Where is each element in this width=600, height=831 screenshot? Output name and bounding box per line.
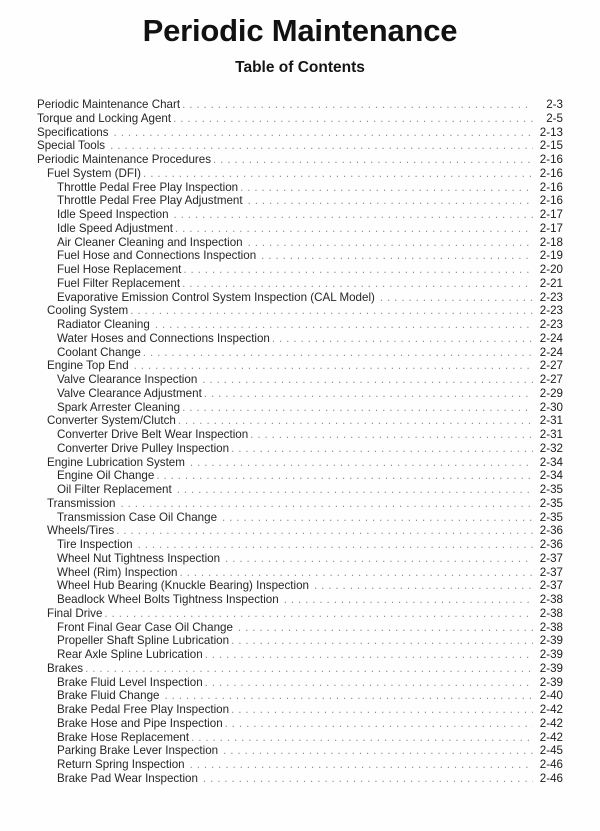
toc-dot-leader: [121, 497, 533, 511]
toc-dot-leader: [225, 717, 533, 731]
toc-entry-label: Special Tools: [37, 139, 106, 153]
toc-entry[interactable]: [0, 194, 600, 208]
toc-entry-page-number: 2-19: [539, 249, 563, 263]
toc-entry[interactable]: [0, 566, 600, 580]
toc-dot-leader: [116, 524, 533, 538]
toc-dot-leader: [204, 387, 533, 401]
toc-entry-label: Cooling System: [47, 304, 129, 318]
table-of-contents: [0, 98, 600, 786]
toc-entry[interactable]: [0, 346, 600, 360]
toc-entry-label: Tire Inspection: [57, 538, 133, 551]
toc-entry-label: Idle Speed Inspection: [57, 208, 169, 221]
toc-entry[interactable]: [0, 758, 600, 772]
toc-dot-leader: [190, 456, 533, 470]
toc-entry-label: Spark Arrester Cleaning: [57, 400, 181, 414]
toc-entry[interactable]: [0, 387, 600, 401]
toc-dot-leader: [231, 703, 533, 717]
toc-entry-label: Throttle Pedal Free Play Adjustment: [57, 194, 243, 208]
toc-entry-page-number: 2-42: [539, 716, 563, 730]
toc-entry[interactable]: [0, 236, 600, 250]
toc-dot-leader: [164, 689, 533, 703]
toc-dot-leader: [205, 676, 533, 690]
toc-entry[interactable]: [0, 291, 600, 305]
toc-entry[interactable]: [0, 676, 600, 690]
toc-dot-leader: [143, 167, 533, 181]
toc-dot-leader: [143, 346, 533, 360]
toc-entry-page-number: 2-18: [539, 235, 563, 249]
toc-entry[interactable]: [0, 126, 600, 140]
toc-entry-label: Front Final Gear Case Oil Change: [57, 620, 233, 634]
toc-entry-label: Brake Fluid Level Inspection: [57, 675, 203, 689]
toc-dot-leader: [284, 593, 533, 607]
toc-dot-leader: [231, 442, 533, 456]
toc-entry-label: Fuel Hose Replacement: [57, 263, 182, 276]
toc-entry-page-number: 2-39: [539, 661, 563, 675]
toc-entry-label: Brake Hose Replacement: [57, 730, 190, 744]
toc-entry[interactable]: [0, 621, 600, 635]
toc-entry-page-number: 2-31: [539, 414, 563, 428]
toc-entry[interactable]: [0, 153, 600, 167]
toc-entry-page-number: 2-39: [539, 648, 563, 661]
toc-dot-leader: [182, 98, 533, 112]
toc-entry-label: Brake Fluid Change: [57, 689, 160, 703]
toc-dot-leader: [225, 552, 533, 566]
toc-entry-page-number: 2-3: [546, 98, 563, 111]
toc-entry-label: Return Spring Inspection: [57, 758, 185, 771]
toc-dot-leader: [190, 758, 533, 772]
toc-entry[interactable]: [0, 277, 600, 291]
toc-entry[interactable]: [0, 208, 600, 222]
toc-dot-leader: [155, 318, 533, 332]
toc-entry-label: Valve Clearance Inspection: [57, 373, 198, 386]
toc-entry-label: Propeller Shaft Spline Lubrication: [57, 634, 230, 648]
toc-entry-page-number: 2-36: [539, 538, 563, 551]
toc-entry-page-number: 2-27: [539, 359, 563, 373]
toc-dot-leader: [182, 401, 533, 415]
toc-entry-label: Fuel System (DFI): [47, 166, 142, 180]
toc-entry[interactable]: [0, 98, 600, 112]
toc-dot-leader: [179, 566, 533, 580]
toc-entry-label: Air Cleaner Cleaning and Inspection: [57, 235, 243, 249]
toc-entry-label: Evaporative Emission Control System Inspection (CAL Model): [57, 290, 375, 304]
toc-entry-label: Idle Speed Adjustment: [57, 221, 174, 235]
toc-entry-page-number: 2-13: [539, 125, 563, 139]
toc-entry[interactable]: [0, 373, 600, 387]
toc-entry-label: Valve Clearance Adjustment: [57, 386, 202, 400]
toc-entry-page-number: 2-35: [539, 510, 563, 524]
toc-entry-label: Wheel Nut Tightness Inspection: [57, 551, 221, 565]
toc-entry-page-number: 2-37: [539, 551, 563, 565]
toc-entry-page-number: 2-38: [539, 606, 563, 620]
page-title: Periodic Maintenance: [142, 13, 458, 48]
toc-entry-label: Periodic Maintenance Chart: [37, 98, 181, 111]
toc-entry[interactable]: [0, 538, 600, 552]
toc-entry-page-number: 2-32: [539, 441, 563, 455]
toc-entry[interactable]: [0, 249, 600, 263]
toc-entry-label: Transmission: [47, 496, 116, 510]
toc-entry-page-number: 2-45: [539, 744, 563, 758]
toc-entry-label: Torque and Locking Agent: [37, 111, 172, 125]
toc-entry-label: Specifications: [37, 125, 109, 139]
toc-entry[interactable]: [0, 772, 600, 786]
toc-entry-page-number: 2-35: [539, 483, 563, 496]
toc-entry[interactable]: [0, 662, 600, 676]
toc-entry-page-number: 2-34: [539, 469, 563, 483]
toc-dot-leader: [223, 744, 533, 758]
toc-entry[interactable]: [0, 593, 600, 607]
toc-entry-page-number: 2-20: [539, 263, 563, 276]
toc-entry-label: Converter Drive Belt Wear Inspection: [57, 428, 249, 441]
toc-entry-page-number: 2-16: [539, 180, 563, 194]
toc-entry[interactable]: [0, 401, 600, 415]
toc-entry-label: Engine Oil Change: [57, 469, 155, 483]
toc-dot-leader: [272, 332, 533, 346]
toc-entry[interactable]: [0, 181, 600, 195]
toc-dot-leader: [261, 249, 533, 263]
toc-entry-page-number: 2-15: [539, 139, 563, 153]
toc-entry-label: Oil Filter Replacement: [57, 483, 172, 496]
toc-entry[interactable]: [0, 304, 600, 318]
toc-entry[interactable]: [0, 318, 600, 332]
toc-dot-leader: [85, 662, 533, 676]
toc-entry[interactable]: [0, 511, 600, 525]
toc-dot-leader: [202, 373, 533, 387]
toc-dot-leader: [138, 538, 533, 552]
toc-entry[interactable]: [0, 689, 600, 703]
toc-entry-label: Coolant Change: [57, 345, 141, 359]
toc-entry[interactable]: [0, 442, 600, 456]
toc-entry-page-number: 2-27: [539, 373, 563, 386]
toc-dot-leader: [104, 607, 533, 621]
toc-dot-leader: [177, 483, 533, 497]
toc-entry-page-number: 2-40: [539, 689, 563, 703]
toc-dot-leader: [314, 579, 533, 593]
toc-entry-page-number: 2-39: [539, 634, 563, 648]
toc-entry[interactable]: [0, 167, 600, 181]
toc-dot-leader: [110, 139, 533, 153]
toc-entry-label: Transmission Case Oil Change: [57, 510, 218, 524]
toc-entry-label: Wheels/Tires: [47, 524, 115, 538]
toc-entry-page-number: 2-24: [539, 345, 563, 359]
toc-dot-leader: [178, 414, 533, 428]
toc-entry[interactable]: [0, 731, 600, 745]
toc-entry-page-number: 2-21: [539, 276, 563, 290]
toc-entry-label: Fuel Filter Replacement: [57, 276, 181, 290]
toc-entry-page-number: 2-46: [539, 771, 563, 785]
toc-entry-page-number: 2-16: [539, 194, 563, 208]
toc-entry[interactable]: [0, 332, 600, 346]
toc-entry[interactable]: [0, 263, 600, 277]
toc-entry-label: Converter Drive Pulley Inspection: [57, 441, 230, 455]
toc-dot-leader: [380, 291, 533, 305]
toc-entry-page-number: 2-31: [539, 428, 563, 441]
toc-dot-leader: [174, 208, 533, 222]
toc-entry-page-number: 2-34: [539, 455, 563, 469]
toc-entry-page-number: 2-16: [539, 166, 563, 180]
toc-entry-page-number: 2-17: [539, 221, 563, 235]
toc-entry-label: Brake Pad Wear Inspection: [57, 771, 198, 785]
toc-dot-leader: [248, 236, 533, 250]
toc-entry-page-number: 2-23: [539, 318, 563, 331]
toc-entry[interactable]: [0, 483, 600, 497]
toc-dot-leader: [130, 304, 533, 318]
toc-entry[interactable]: [0, 717, 600, 731]
toc-entry-page-number: 2-42: [539, 703, 563, 716]
toc-dot-leader: [238, 621, 533, 635]
toc-entry-label: Periodic Maintenance Procedures: [37, 153, 212, 166]
toc-entry[interactable]: [0, 428, 600, 442]
toc-entry-page-number: 2-30: [539, 400, 563, 414]
toc-entry[interactable]: [0, 359, 600, 373]
toc-entry[interactable]: [0, 456, 600, 470]
toc-entry-label: Converter System/Clutch: [47, 414, 176, 428]
toc-entry[interactable]: [0, 579, 600, 593]
toc-entry-page-number: 2-23: [539, 290, 563, 304]
toc-dot-leader: [231, 634, 533, 648]
toc-dot-leader: [183, 263, 533, 277]
toc-entry-label: Parking Brake Lever Inspection: [57, 744, 219, 758]
toc-entry[interactable]: [0, 112, 600, 126]
toc-entry[interactable]: [0, 139, 600, 153]
toc-dot-leader: [240, 181, 533, 195]
toc-entry-page-number: 2-36: [539, 524, 563, 538]
toc-entry-page-number: 2-29: [539, 386, 563, 400]
toc-dot-leader: [182, 277, 533, 291]
toc-entry[interactable]: [0, 524, 600, 538]
toc-entry-page-number: 2-39: [539, 675, 563, 689]
toc-entry-page-number: 2-24: [539, 331, 563, 345]
toc-dot-leader: [173, 112, 533, 126]
toc-entry-page-number: 2-46: [539, 758, 563, 771]
toc-entry[interactable]: [0, 497, 600, 511]
page-subtitle: Table of Contents: [235, 59, 365, 77]
toc-entry[interactable]: [0, 469, 600, 483]
toc-entry-page-number: 2-38: [539, 593, 563, 606]
toc-entry[interactable]: [0, 648, 600, 662]
toc-entry[interactable]: [0, 414, 600, 428]
toc-entry-label: Throttle Pedal Free Play Inspection: [57, 180, 239, 194]
toc-entry[interactable]: [0, 703, 600, 717]
toc-entry-page-number: 2-42: [539, 730, 563, 744]
toc-dot-leader: [175, 222, 533, 236]
toc-entry-page-number: 2-5: [546, 111, 563, 125]
toc-entry[interactable]: [0, 607, 600, 621]
toc-dot-leader: [114, 126, 533, 140]
toc-dot-leader: [134, 359, 533, 373]
toc-entry-label: Engine Lubrication System: [47, 455, 185, 469]
toc-entry-label: Beadlock Wheel Bolts Tightness Inspection: [57, 593, 279, 606]
toc-entry-label: Brake Hose and Pipe Inspection: [57, 716, 223, 730]
toc-dot-leader: [205, 648, 533, 662]
toc-entry-page-number: 2-17: [539, 208, 563, 221]
toc-entry-page-number: 2-38: [539, 620, 563, 634]
toc-entry-label: Water Hoses and Connections Inspection: [57, 331, 270, 345]
toc-entry-label: Brake Pedal Free Play Inspection: [57, 703, 230, 716]
toc-entry-label: Radiator Cleaning: [57, 318, 150, 331]
toc-dot-leader: [156, 469, 533, 483]
toc-dot-leader: [203, 772, 533, 786]
toc-entry-page-number: 2-16: [539, 153, 563, 166]
toc-entry[interactable]: [0, 744, 600, 758]
toc-entry-label: Fuel Hose and Connections Inspection: [57, 249, 257, 263]
toc-entry-label: Wheel Hub Bearing (Knuckle Bearing) Inspection: [57, 579, 309, 593]
toc-entry[interactable]: [0, 222, 600, 236]
toc-entry-page-number: 2-35: [539, 496, 563, 510]
toc-entry-label: Final Drive: [47, 606, 103, 620]
toc-dot-leader: [248, 194, 533, 208]
toc-entry-page-number: 2-37: [539, 565, 563, 579]
toc-entry-label: Brakes: [47, 661, 84, 675]
toc-dot-leader: [191, 731, 533, 745]
toc-entry-page-number: 2-23: [539, 304, 563, 318]
toc-dot-leader: [213, 153, 533, 167]
toc-entry[interactable]: [0, 552, 600, 566]
toc-dot-leader: [250, 428, 533, 442]
toc-entry[interactable]: [0, 634, 600, 648]
toc-entry-page-number: 2-37: [539, 579, 563, 593]
toc-entry-label: Engine Top End: [47, 359, 129, 373]
toc-dot-leader: [222, 511, 533, 525]
toc-entry-label: Wheel (Rim) Inspection: [57, 565, 178, 579]
toc-entry-label: Rear Axle Spline Lubrication: [57, 648, 203, 661]
